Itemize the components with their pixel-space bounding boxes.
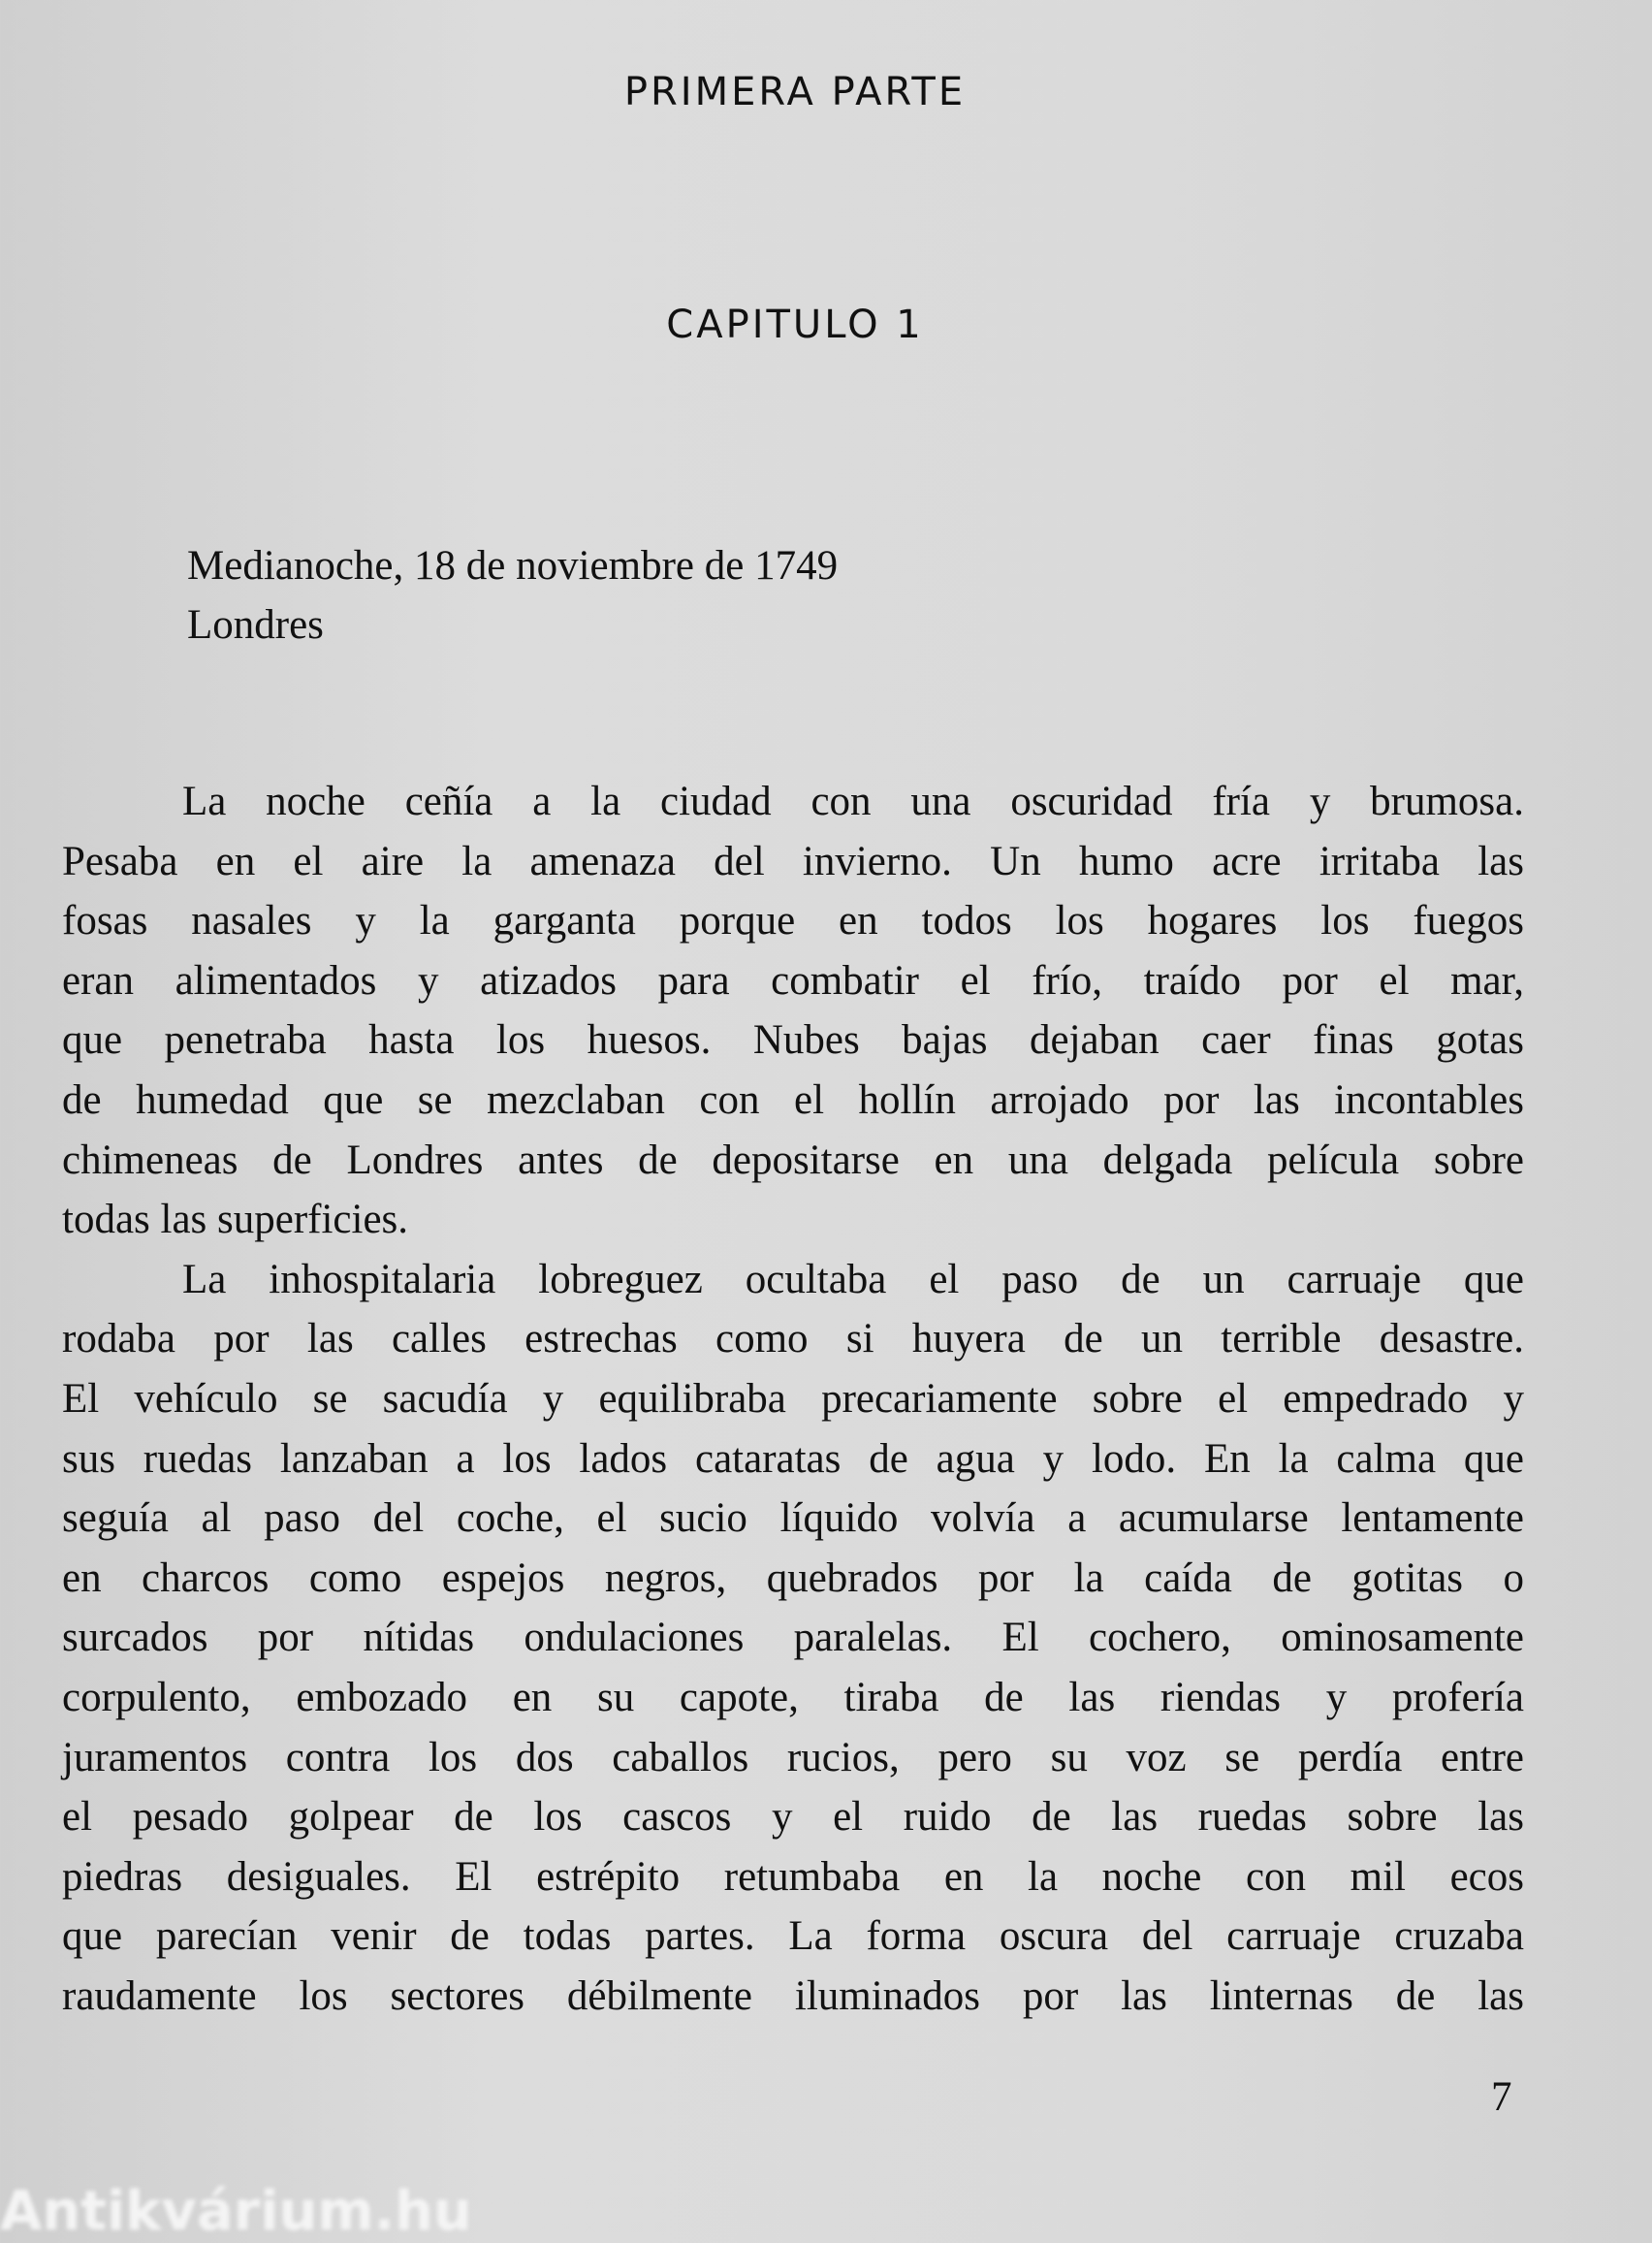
text-line: sus ruedas lanzaban a los lados cataratas de agua y lodo. En la calma que xyxy=(62,1435,1524,1482)
dateline xyxy=(187,536,838,655)
text-line: que parecían venir de todas partes. La forma oscura del carruaje cruzaba xyxy=(62,1913,1524,1960)
paragraph xyxy=(62,1250,1524,2027)
text-line: surcados por nítidas ondulaciones paralelas. El cochero, ominosamente xyxy=(62,1615,1524,1661)
text-line: eran alimentados y atizados para combatir el frío, traído por el mar, xyxy=(62,957,1524,1004)
text-line: corpulento, embozado en su capote, tiraba de las riendas y profería xyxy=(62,1674,1524,1720)
text-line: en charcos como espejos negros, quebrados por la caída de gotitas o xyxy=(62,1554,1524,1601)
page-number: 7 xyxy=(1491,2074,1512,2120)
text-line: La noche ceñía a la ciudad con una oscuridad fría y brumosa. xyxy=(182,779,1524,824)
watermark: Antikvárium.hu xyxy=(0,2180,472,2243)
dateline-time: Medianoche, 18 de noviembre de 1749 xyxy=(187,543,839,589)
paragraph xyxy=(62,772,1524,1250)
text-line: que penetraba hasta los huesos. Nubes bajas dejaban caer finas gotas xyxy=(62,1017,1524,1064)
text-line: La inhospitalaria lobreguez ocultaba el paso de un carruaje que xyxy=(182,1256,1524,1302)
text-line: de humedad que se mezclaban con el hollín arrojado por las incontables xyxy=(62,1076,1524,1123)
text-line: piedras desiguales. El estrépito retumbaba en la noche con mil ecos xyxy=(62,1853,1524,1900)
text-line: fosas nasales y la garganta porque en todos los hogares los fuegos xyxy=(62,898,1524,945)
text-line: Pesaba en el aire la amenaza del invierno. Un humo acre irritaba las xyxy=(62,838,1524,884)
text-line: chimeneas de Londres antes de depositarse en una delgada película sobre xyxy=(62,1137,1524,1183)
part-title: PRIMERA PARTE xyxy=(623,70,967,114)
body-text xyxy=(62,772,1524,2026)
dateline-place: Londres xyxy=(187,602,324,648)
text-line: todas las superficies. xyxy=(62,1197,409,1243)
text-line: El vehículo se sacudía y equilibraba precariamente sobre el empedrado y xyxy=(62,1375,1524,1422)
chapter-title: CAPITULO 1 xyxy=(666,303,924,347)
text-line: rodaba por las calles estrechas como si huyera de un terrible desastre. xyxy=(62,1316,1524,1362)
text-line: el pesado golpear de los cascos y el ruido de las ruedas sobre las xyxy=(62,1794,1524,1841)
text-line: juramentos contra los dos caballos rucios, pero su voz se perdía entre xyxy=(62,1734,1524,1780)
text-line: seguía al paso del coche, el sucio líquido volvía a acumularse lentamente xyxy=(62,1495,1524,1542)
text-line: raudamente los sectores débilmente iluminados por las linternas de las xyxy=(62,1972,1524,2019)
